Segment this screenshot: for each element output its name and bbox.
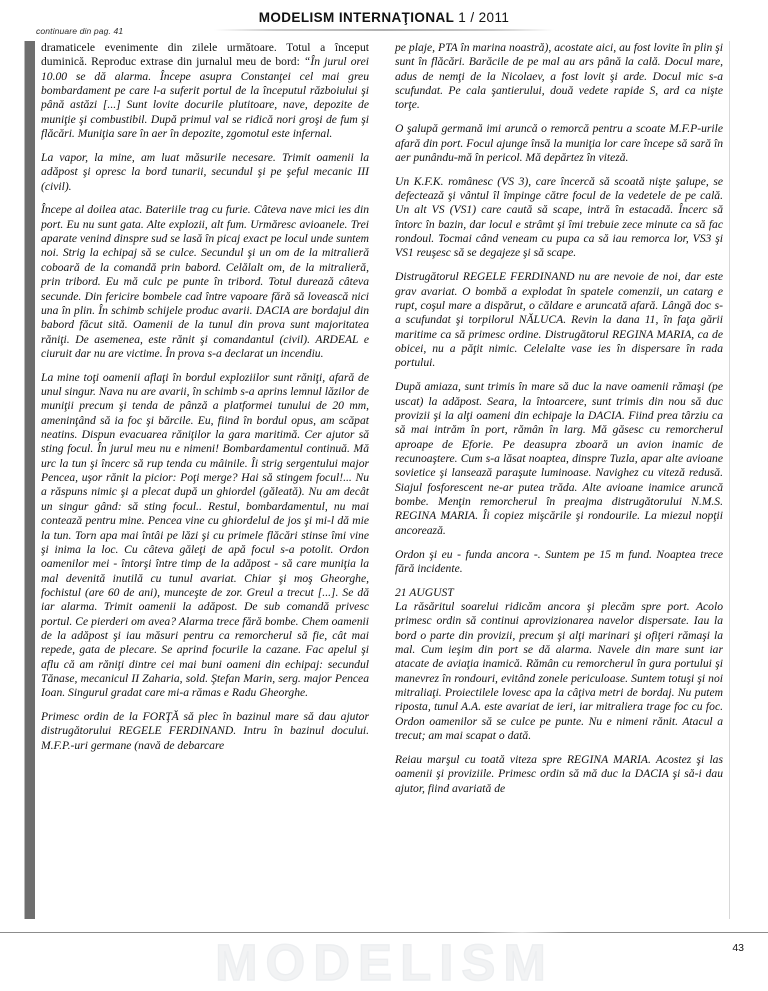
masthead-rule: [214, 29, 554, 31]
paragraph-lead: dramaticele evenimente din zilele următoare. Totul a început duminică. Reproduc extrase din jurnalul meu de bord:: [41, 41, 369, 69]
page-number: 43: [732, 942, 744, 954]
text-column-left: [41, 41, 369, 921]
modelism-watermark: MODELISM: [215, 934, 554, 991]
masthead-issue: 1 / 2011: [458, 10, 510, 25]
paragraph: Începe al doilea atac. Bateriile trag cu furie. Câteva nave mici ies din port. Eu nu sunt gata. Alte explozii, alt fum. Urmăresc avioanele. Trei aparate venind dinspre sud se lasă în picaj exact pe locul unde suntem noi. Strig la echipaj să se culce. Secundul şi un om de la mitralieră coboară de la comandă prin babord. Celălalt om, de la mitralieră, prin tribord. Eu mă culc pe punte în tribord. Totul durează câteva secunde. Din fericire bombele cad între vapoare fără să lovească nici una în plin. În schimb schijele produc avarii. DACIA are bordajul din babord făcut sită. Oamenii de la tunul din prova sunt majoritatea răniţi. De asemenea, este rănit şi comandantul (civil). ARDEAL e ciuruit dar nu are victime. În prova s-a declarat un incendiu.: [41, 203, 369, 360]
paragraph: Reiau marşul cu toată viteza spre REGINA MARIA. Acostez şi las oamenii şi proviziile. Primesc ordin să mă duc la DACIA şi să-i dau ajutor, fiind avariată de: [395, 752, 723, 795]
page-masthead: [0, 10, 768, 25]
paragraph: O şalupă germană imi aruncă o remorcă pentru a scoate M.F.P-urile afară din port. Focul ajunge însă la muniţia lor care începe să sară în aer punându-mă în pericol. Mă depărtez în viteză.: [395, 122, 723, 164]
paragraph: Ordon şi eu - funda ancora -. Suntem pe 15 m fund. Noaptea trece fără incidente.: [395, 547, 723, 575]
footer-rule: [0, 932, 768, 933]
text-column-right: [395, 41, 723, 921]
masthead-brand: MODELISM INTERNAŢIONAL: [258, 10, 455, 25]
continuation-note: continuare din pag. 41: [36, 26, 124, 36]
paragraph: La răsăritul soarelui ridicăm ancora şi plecăm spre port. Acolo primesc ordin să continui aprovizionarea navelor dispersate. Iau la bord o parte din provizii, precum şi alţi marinari şi ofiţeri rămaşi la mal. Cum ieşim din port se dă alarma. Navele din mare sunt iar atacate de aviaţia inamică. Rămân cu remorcherul în gura portului şi manevrez în rondouri, evitând zonele periculoase. Suntem totuşi şi noi mitraliaţi. Proiectilele lovesc apa la câţiva metri de bordaj. Nu putem riposta, tunul A.A. este avariat de ieri, iar mitraliera trage foc cu foc. Ordon oamenilor să se culce pe punte. Nu e nimeni rănit. Atacul a trecut; am mai scapat o dată.: [395, 600, 723, 743]
paragraph: pe plaje, PTA în marina noastră), acostate aici, au fost lovite în plin şi sunt în flăcări. Barăcile de pe mal au ars până la cală. Docul mare, adus de nemţi de la Nicolaev, a fost lovit şi arde. Docul mic s-a scufundat. Pe cala şantierului, două vedete rapide S, ard ca nişte torţe.: [395, 41, 723, 112]
paragraph: La mine toţi oamenii aflaţi în bordul exploziilor sunt răniţi, afară de unul singur. Nava nu are avarii, în schimb s-a aprins lemnul lăzilor de muniţii precum şi tenda de pânză a platformei tunului de 20 mm, ameninţând să ia foc şi bărcile. Eu, fiind în bordul opus, am scăpat neatins. Dispun evacuarea răniţilor la gara maritimă. Cer ajutor să sting focul. În jurul meu nu e nimeni! Bombardamentul continuă. Mă urc la tun şi încerc să rup tenda cu mâinile. Îi strig sergentului major Pencea, uşor rănit la picior: Poţi merge? Hai să stingem focul!... Nu a răspuns nimic şi a plecat după un ghiordel (găleată). Nu am decât un singur gând: să sting focul.. Restul, bombardamentul, nu mai contează pentru mine. Pencea vine cu ghiordelul de jos şi mi-l dă mie la tun. Torn apa mai întâi pe lăzi şi cu primele flăcări stinse îmi vine şi inima la loc. Cu câteva găleţi de apă focul s-a potolit. Ordon oamenilor mei - întorşi între timp de la adăpost - să care muniţia la mal devenită inutilă cu tunul avariat. Chiar şi moş Gheorghe, fochistul (are 60 de ani), munceşte de zor. Greul a trecut [...]. Se dă iar alarma. Trimit oamenii la adăpost. De sub comandă privesc portul. Ce pierderi om avea? Alarma trece fără bombe. Chem oamenii de la adăpost şi iau măsuri pentru ca remorcherul să fie, cât mai repede, gata de plecare. Se aprind focurile la cazane. Fac apelul şi aflu că am răniţi dintre cei mai buni oameni din echipaj: secundul Tănase, mecanicul II Zaharia, sold. Ştefan Marin, serg. major Pencea Ioan. Singurul gradat care mi-a rămas e Radu Gheorghe.: [41, 370, 369, 700]
paragraph: După amiaza, sunt trimis în mare să duc la nave oamenii rămaşi (pe uscat) la adăpost. Seara, la întoarcere, sunt trimis din nou să duc provizii şi la alţi oameni din echipaje la DACIA. Fiind prea târziu ca să mai intrăm în port, rămân în larg. Mă găsesc cu remorcherul aproape de Eforie. Pe deasupra zboară un avion inamic de recunoaştere. Cum s-a lăsat noaptea, dinspre Tuzla, apar alte avioane sovietice şi lansează paraşute luminoase. Navighez cu viteză redusă. Siajul fosforescent ne-ar putea trăda. Alte avioane inamice aruncă bombe. Menţin remorcherul în preajma distrugătorului N.M.S. REGINA MARIA. Îi copiez mişcările şi rondourile. La miezul nopţii ancorează.: [395, 380, 723, 537]
paragraph: [41, 41, 369, 141]
date-heading: 21 AUGUST: [395, 585, 454, 599]
paragraph: Un K.F.K. românesc (VS 3), care încercă să scoată nişte şalupe, se defectează şi vântul îl împinge către focul de la vedetele de pe cală. Un alt VS (VS1) care caută să scape, intră în estacadă. Încerc să întorc în bazin, dar locul e strâmt şi îmi trebuie zece minute ca să fac rondoul. Tocmai când veneam cu pupa ca să iau remorca lor, VS3 şi VS1 reuşesc să se degajeze şi să scape.: [395, 174, 723, 260]
left-accent-bar: [24, 41, 35, 919]
paragraph: Distrugătorul REGELE FERDINAND nu are nevoie de noi, dar este grav avariat. O bombă a explodat în spatele comenzii, un catarg e rupt, coşul mare a dispărut, o căldare e aruncată afară. Lângă doc s-a scufundat şi torpilorul NĂLUCA. Revin la dana 11, în faţa gării maritime ca să primesc ordine. Distrugătorul REGINA MARIA, ca de obicei, nu a păţit nimic. Celelalte vase ies în dispersare în rada portului.: [395, 270, 723, 370]
article-body: [41, 41, 723, 921]
paragraph-quote: “În jurul orei 10.00 se dă alarma. Începe asupra Constanţei cel mai greu bombardament pe care l-a suferit portul de la începutul războiului şi până astăzi [...] Sunt lovite docurile plutitoare, nave, depozite de muniţie şi combustibil. După primul val se ridică nori groşi de fum şi flăcări. Muniţia sare în aer în depozite, zgomotul este infernal.: [41, 55, 369, 141]
paragraph: Primesc ordin de la FORŢĂ să plec în bazinul mare să dau ajutor distrugătorului REGELE FERDINAND. Intru în bazinul docului. M.F.P.-uri germane (navă de debarcare: [41, 710, 369, 752]
paragraph: La vapor, la mine, am luat măsurile necesare. Trimit oamenii la adăpost şi opresc la bord tunarii, secundul şi pe şeful mecanic III (civil).: [41, 150, 369, 193]
